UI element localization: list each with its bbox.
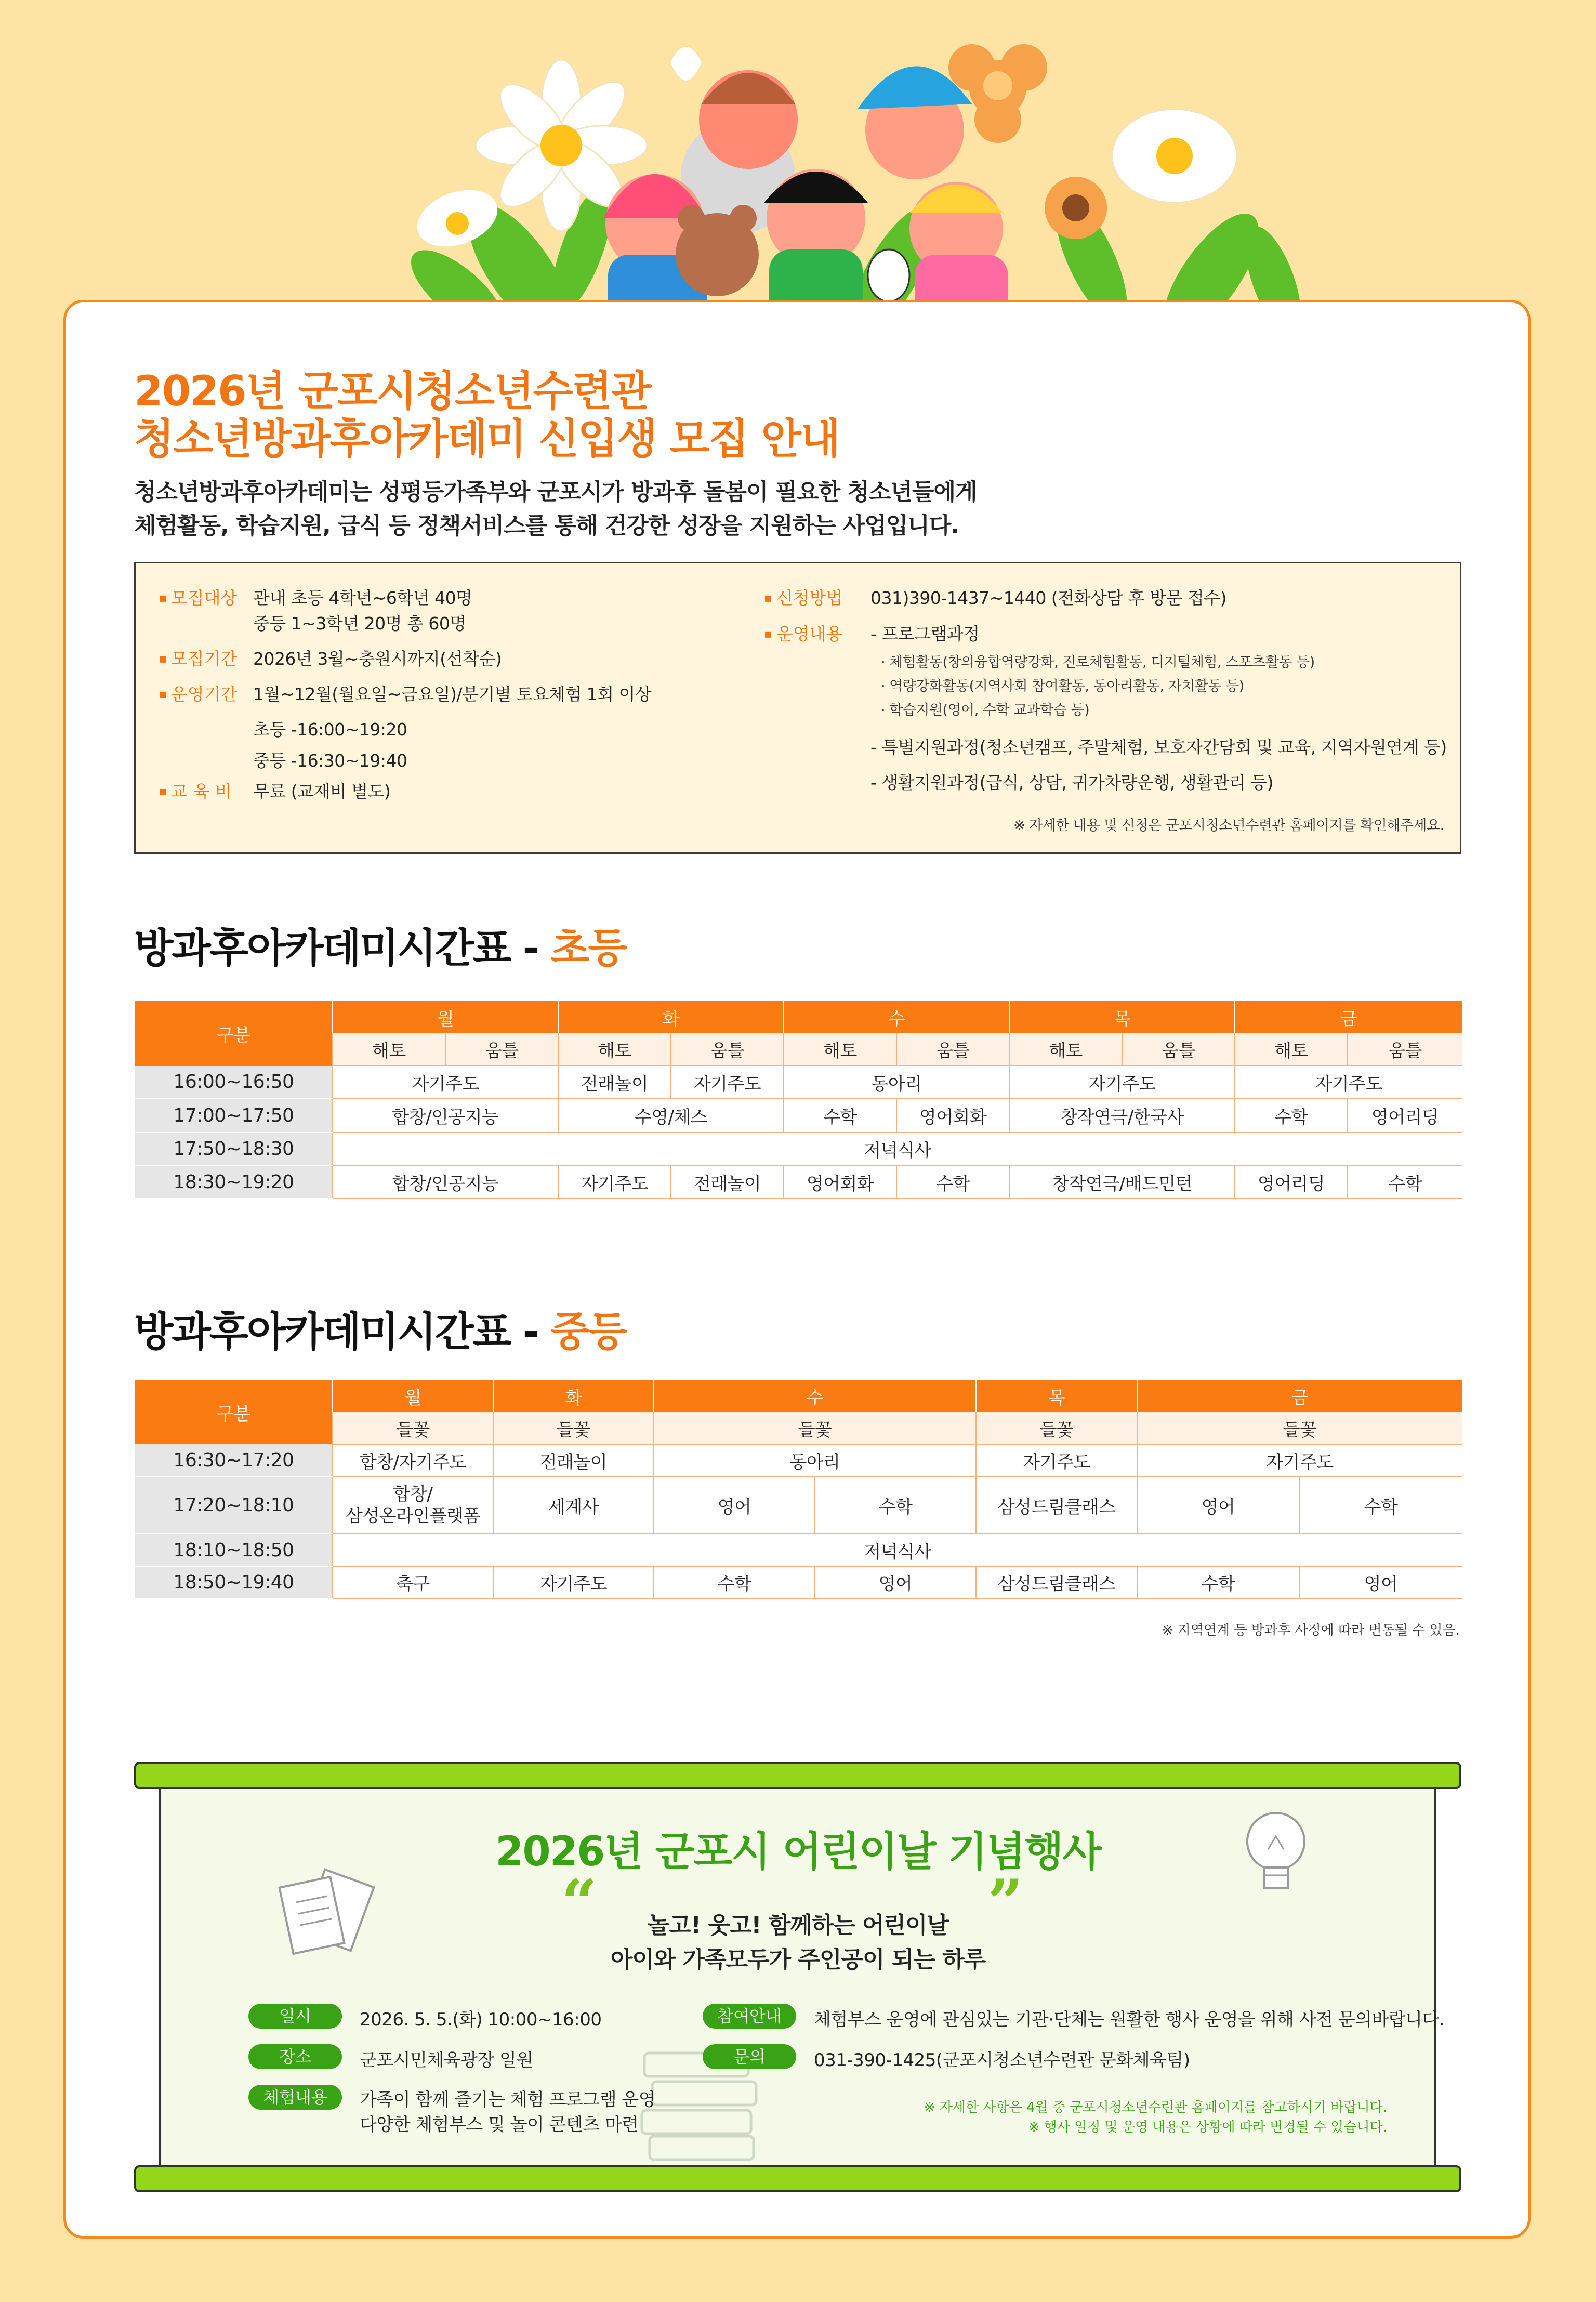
- elem-day-fri: 금: [1235, 1001, 1462, 1033]
- hero-illustration: [0, 0, 1596, 322]
- event-slogan-2: 아이와 가족모두가 주인공이 되는 하루: [610, 1946, 986, 1973]
- table-cell: 저녁식사: [333, 1132, 1462, 1165]
- table-cell: 수학: [1348, 1165, 1462, 1199]
- operation-mid-time: 중등 -16:30~19:40: [253, 751, 407, 771]
- table-cell: 자기주도: [1137, 1444, 1462, 1477]
- table-cell: 수학: [1137, 1566, 1299, 1598]
- elem-timetable: [135, 1001, 1462, 1199]
- table-cell: 영어: [1137, 1477, 1299, 1534]
- contact-label-badge: 문의: [703, 2044, 796, 2069]
- table-row: [135, 1099, 1462, 1132]
- table-row: [135, 1165, 1462, 1199]
- table-cell: 삼성드림클래스: [976, 1477, 1137, 1534]
- table-cell: 저녁식사: [333, 1534, 1462, 1566]
- table-cell: 창작연극/한국사: [1009, 1099, 1235, 1132]
- table-cell: 영어: [815, 1566, 976, 1598]
- content-program-a: · 체험활동(창의융합역량강화, 진로체험활동, 디지털체험, 스포츠활동 등): [881, 654, 1315, 670]
- cell-line: 합창/: [393, 1484, 433, 1505]
- time-cell: 17:20~18:10: [135, 1477, 333, 1534]
- time-cell: 18:10~18:50: [135, 1534, 333, 1566]
- table-row: [135, 1534, 1462, 1566]
- elem-group: 움틀: [1348, 1033, 1462, 1066]
- page-title-line2: 청소년방과후아카데미 신입생 모집 안내: [134, 415, 840, 463]
- mid-timetable: [135, 1380, 1462, 1599]
- children-characters: [603, 66, 1008, 322]
- table-cell: 창작연극/배드민턴: [1009, 1165, 1235, 1199]
- table-cell: 수학: [1235, 1099, 1348, 1132]
- table-cell: 전래놀이: [493, 1444, 654, 1477]
- mid-group: 들꽃: [654, 1412, 976, 1444]
- elem-day-thu: 목: [1009, 1001, 1235, 1033]
- date-value: 2026. 5. 5.(화) 10:00~16:00: [360, 2009, 602, 2030]
- event-title: 2026년 군포시 어린이날 기념행사: [495, 1829, 1101, 1875]
- time-cell: 16:00~16:50: [135, 1066, 333, 1099]
- time-cell: 16:30~17:20: [135, 1444, 333, 1477]
- target-value-1: 관내 초등 4학년~6학년 40명: [253, 588, 472, 608]
- intro-text-line2: 체험활동, 학습지원, 급식 등 정책서비스를 통해 건강한 성장을 지원하는 사업입니다.: [134, 512, 959, 539]
- table-cell: 자기주도: [1235, 1066, 1462, 1099]
- table-cell: 동아리: [654, 1444, 976, 1477]
- join-label-badge: 참여안내: [703, 2004, 796, 2029]
- table-cell: 수학: [896, 1165, 1009, 1199]
- elem-group: 움틀: [1122, 1033, 1235, 1066]
- content-life: - 생활지원과정(급식, 상담, 귀가차량운행, 생활관리 등): [870, 772, 1274, 793]
- experience-value-2: 다양한 체험부스 및 놀이 콘텐츠 마련: [360, 2114, 639, 2135]
- table-cell: 동아리: [784, 1066, 1009, 1099]
- mid-day-fri: 금: [1137, 1380, 1462, 1412]
- content-label: ▪ 운영내용: [764, 621, 842, 645]
- mid-timetable-title: 방과후아카데미시간표 - 중등: [134, 1309, 626, 1356]
- elem-group: 해토: [333, 1033, 445, 1066]
- table-cell: 수학: [815, 1477, 976, 1534]
- place-value: 군포시민체육광장 일원: [360, 2050, 533, 2071]
- period-value: 2026년 3월~충원시까지(선착순): [253, 649, 502, 669]
- mid-header-corner: 구분: [135, 1380, 333, 1444]
- operation-label: ▪ 운영기간: [159, 681, 237, 705]
- period-label: ▪ 모집기간: [159, 646, 237, 670]
- table-cell: 합창/인공지능: [333, 1099, 558, 1132]
- info-note: ※ 자세한 내용 및 신청은 군포시청소년수련관 홈페이지를 확인해주세요.: [1013, 818, 1444, 834]
- mid-day-thu: 목: [976, 1380, 1137, 1412]
- time-cell: 17:00~17:50: [135, 1099, 333, 1132]
- target-value-2: 중등 1~3학년 20명 총 60명: [253, 613, 466, 634]
- time-cell: 17:50~18:30: [135, 1132, 333, 1165]
- table-row: [135, 1132, 1462, 1165]
- elem-day-tue: 화: [558, 1001, 784, 1033]
- event-bottom-bar: [134, 2165, 1461, 2192]
- table-cell: 자기주도: [493, 1566, 654, 1598]
- content-program-b: · 역량강화활동(지역사회 참여활동, 동아리활동, 자치활동 등): [881, 678, 1244, 694]
- table-cell: 자기주도: [558, 1165, 671, 1199]
- operation-elem-time: 초등 -16:00~19:20: [253, 719, 407, 740]
- mid-day-wed: 수: [654, 1380, 976, 1412]
- date-label-badge: 일시: [248, 2004, 342, 2029]
- cell-line: 삼성온라인플랫폼: [346, 1506, 480, 1527]
- elem-group: 움틀: [671, 1033, 784, 1066]
- table-cell: 자기주도: [333, 1066, 558, 1099]
- table-cell: 전래놀이: [671, 1165, 784, 1199]
- time-cell: 18:50~19:40: [135, 1566, 333, 1598]
- content-program-c: · 학습지원(영어, 수학 교과학습 등): [881, 702, 1090, 718]
- elem-header-corner: 구분: [135, 1001, 333, 1066]
- table-cell: 자기주도: [671, 1066, 784, 1099]
- table-cell: 자기주도: [1009, 1066, 1235, 1099]
- intro-text-line1: 청소년방과후아카데미는 성평등가족부와 군포시가 방과후 돌봄이 필요한 청소년들에게: [134, 479, 977, 505]
- elem-day-mon: 월: [333, 1001, 558, 1033]
- mid-day-mon: 월: [333, 1380, 493, 1412]
- experience-value-1: 가족이 함께 즐기는 체험 프로그램 운영: [360, 2089, 656, 2110]
- elem-group: 해토: [1235, 1033, 1348, 1066]
- table-cell: 합창/자기주도: [333, 1444, 493, 1477]
- mid-group: 들꽃: [976, 1412, 1137, 1444]
- mid-group: 들꽃: [493, 1412, 654, 1444]
- event-note-1: ※ 자세한 사항은 4월 중 군포시청소년수련관 홈페이지를 참고하시기 바랍니다.: [924, 2100, 1387, 2115]
- table-cell: 영어회화: [896, 1099, 1009, 1132]
- elem-group: 해토: [1009, 1033, 1122, 1066]
- mid-group: 들꽃: [1137, 1412, 1462, 1444]
- experience-label-badge: 체험내용: [248, 2085, 342, 2110]
- table-cell: 합창/인공지능: [333, 1165, 558, 1199]
- table-cell: 영어리딩: [1348, 1099, 1462, 1132]
- table-cell: 수학: [784, 1099, 896, 1132]
- elem-timetable-title: 방과후아카데미시간표 - 초등: [134, 925, 626, 972]
- table-cell: 전래놀이: [558, 1066, 671, 1099]
- quote-close: ”: [987, 1866, 1024, 1939]
- content-program: - 프로그램과정: [870, 624, 980, 644]
- elem-day-wed: 수: [784, 1001, 1009, 1033]
- table-cell: 자기주도: [976, 1444, 1137, 1477]
- table-row: [135, 1444, 1462, 1477]
- elem-group: 해토: [558, 1033, 671, 1066]
- table-cell: 축구: [333, 1566, 493, 1598]
- fee-label: ▪ 교 육 비: [159, 778, 232, 803]
- table-row: [135, 1066, 1462, 1099]
- table-cell: 삼성드림클래스: [976, 1566, 1137, 1598]
- time-cell: 18:30~19:20: [135, 1165, 333, 1199]
- operation-value: 1월~12월(월요일~금요일)/분기별 토요체험 1회 이상: [253, 684, 652, 704]
- mid-day-tue: 화: [493, 1380, 654, 1412]
- elem-group: 움틀: [445, 1033, 558, 1066]
- table-cell: 영어리딩: [1235, 1165, 1348, 1199]
- apply-value: 031)390-1437~1440 (전화상담 후 방문 접수): [870, 588, 1226, 608]
- event-note-2: ※ 행사 일정 및 운영 내용은 상황에 따라 변경될 수 있습니다.: [1028, 2120, 1387, 2135]
- table-cell: 수학: [1299, 1477, 1462, 1534]
- table-row: [135, 1477, 1462, 1534]
- mid-timetable-note: ※ 지역연계 등 방과후 사정에 따라 변동될 수 있음.: [1162, 1623, 1460, 1638]
- table-cell: 영어: [654, 1477, 815, 1534]
- join-value: 체험부스 운영에 관심있는 기관·단체는 원활한 행사 운영을 위해 사전 문의바랍니다.: [814, 2009, 1445, 2030]
- elem-group: 해토: [784, 1033, 896, 1066]
- event-slogan-1: 놀고! 웃고! 함께하는 어린이날: [647, 1912, 949, 1939]
- table-cell: 수영/체스: [558, 1099, 784, 1132]
- table-cell: 세계사: [493, 1477, 654, 1534]
- page-title-line1: 2026년 군포시청소년수련관: [134, 367, 651, 415]
- event-top-bar: [134, 1762, 1461, 1789]
- table-cell: 수학: [654, 1566, 815, 1598]
- elem-group: 움틀: [896, 1033, 1009, 1066]
- table-cell: 영어회화: [784, 1165, 896, 1199]
- table-row: [135, 1566, 1462, 1598]
- contact-value: 031-390-1425(군포시청소년수련관 문화체육팀): [814, 2050, 1190, 2071]
- content-special: - 특별지원과정(청소년캠프, 주말체험, 보호자간담회 및 교육, 지역자원연계 등): [870, 737, 1447, 757]
- apply-label: ▪ 신청방법: [764, 585, 842, 609]
- table-cell: 영어: [1299, 1566, 1462, 1598]
- place-label-badge: 장소: [248, 2044, 342, 2069]
- mid-group: 들꽃: [333, 1412, 493, 1444]
- target-label: ▪ 모집대상: [159, 585, 237, 609]
- quote-open: “: [561, 1866, 598, 1939]
- fee-value: 무료 (교재비 별도): [253, 781, 391, 801]
- table-cell: [333, 1477, 493, 1534]
